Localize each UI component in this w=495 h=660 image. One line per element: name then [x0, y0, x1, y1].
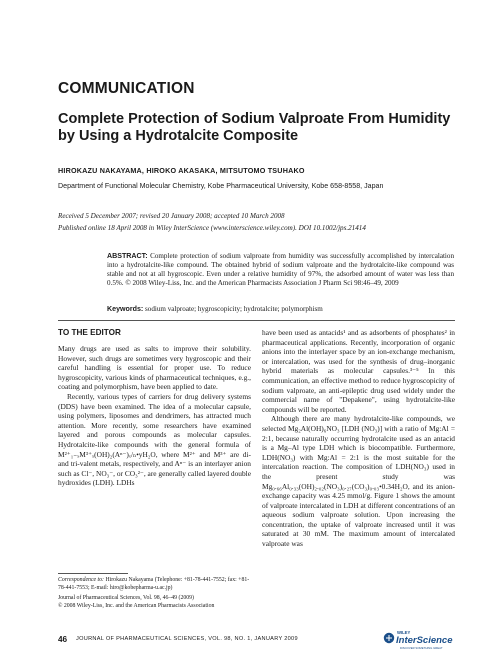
right-column: [262, 328, 455, 549]
journal-citation: Journal of Pharmaceutical Sciences, Vol. 98, 46–49 (2009): [58, 595, 194, 602]
paragraph: [58, 392, 251, 488]
copyright-line: © 2008 Wiley-Liss, Inc. and the American Pharmacists Association: [58, 602, 215, 609]
abstract-label: ABSTRACT:: [107, 252, 148, 260]
running-footer: JOURNAL OF PHARMACEUTICAL SCIENCES, VOL. 98, NO. 1, JANUARY 2009: [76, 636, 298, 642]
author-list: HIROKAZU NAKAYAMA, HIROKO AKASAKA, MITSUTOMO TSUHAKO: [58, 166, 305, 175]
logo-tagline: DISCOVER SOMETHING GREAT: [400, 646, 443, 650]
logo-emblem: [384, 633, 394, 643]
affiliation: Department of Functional Molecular Chemistry, Kobe Pharmaceutical University, Kobe 658-8558, Japan: [58, 182, 384, 190]
keywords-label: Keywords:: [107, 305, 144, 313]
left-column: [58, 344, 251, 488]
abstract: [107, 252, 454, 288]
paragraph: Many drugs are used as salts to improve their solubility. However, such drugs are sometimes very hygroscopic and their careful handling is essential for proper use. To reduce hygroscopicity, various kinds of pharmaceutical techniques, e.g., coating and polymorphism, have been applied to date.: [58, 344, 251, 392]
ldh-formula: M²⁺₁₋ₓM³⁺ₓ(OH)₂(Aⁿ⁻)ₓ/ₙ•yH₂O: [58, 449, 156, 459]
wiley-interscience-logo: [383, 628, 459, 657]
page-number: 46: [58, 635, 68, 644]
paragraph: have been used as antacids¹ and as adsorbents of phosphates² in pharmaceutical applications. Recently, incorporation of organic anions into the interlayer space by an ion-exchange mechanism, or intercalation, was used for the synthesis of drug–inorganic hybrid materials as molecular capsules.³⁻⁵ In this communication, an effective method to reduce hygroscopicity of sodium valproate, an anti-epileptic drug used widely under the commercial name of "Depakene", using hydrotalcite-like compounds will be reported.: [262, 328, 455, 414]
section-divider: [58, 320, 455, 321]
correspondence-label: Correspondence to:: [58, 577, 104, 583]
abstract-text: Complete protection of sodium valproate from humidity was successfully accomplished by intercalation into a hydrotalcite-like compound. The obtained hybrid of sodium valproate and the hydrotalcite-like compound was stable and not at all hygroscopic. Even under a relative humidity of 97%, the adsorbed amount of water was less than 0.5%. © 2008 Wiley-Liss, Inc. and the American Pharmacists Association J Pharm Sci 98:46–49, 2009: [107, 252, 454, 287]
footnote-divider: [58, 573, 128, 574]
paragraph: Although there are many hydrotalcite-like compounds, we selected Mg₂Al(OH)₆NO₃ [LDH (NO₃)] with a ratio of Mg:Al = 2:1, because naturally occurring hydrotalcite used as an antacid is a Mg–Al type LDH which is biocompatible. Furthermore, LDH(NO₃) with Mg:Al = 2:1 is the most suitable for the intercalation reaction. The composition of LDH(NO₃) used in the present study was Mg₀.₆₆Al₀.₃₃(OH)₂.₀₂(NO₃)₀.₂₇(CO₃)₀.₀₃•0.34H₂O, and its anion-exchange capacity was 4.25 mmol/g. Figure 1 shows the amount of valproate intercalated in LDH at different concentrations of an aqueous sodium valproate solution. Upon increasing the concentration, the uptake of valproate increased until it was saturated at 30 mM. The maximum amount of intercalated valproate was: [262, 414, 455, 549]
text-run: , where M²⁺ and M³⁺ are di- and tri-valent metals, respectively, and Aⁿ⁻ is an interlayer anion such as Cl⁻, NO₃⁻, or CO₃²⁻, are generally called layered double hydroxides (LDH). LDHs: [58, 449, 251, 488]
section-label: COMMUNICATION: [58, 80, 195, 97]
logo-wordmark: InterScience: [396, 635, 453, 646]
received-dates: Received 5 December 2007; revised 20 January 2008; accepted 10 March 2008: [58, 212, 285, 220]
publication-dates: [58, 211, 458, 234]
wiley-interscience-logo-icon: [383, 628, 459, 652]
text-run: Recently, various types of carriers for drug delivery systems (DDS) have been examined. The idea of a molecular capsule, using polymers, liposomes and dendrimers, has attracted much attention. More recently, some researchers have examined layered and porous compounds as molecular capsules. Hydrotalcite-like compounds with the general formula of: [58, 391, 251, 449]
footnote: [58, 577, 251, 610]
keywords: [107, 305, 454, 313]
keywords-text: sodium valproate; hygroscopicity; hydrotalcite; polymorphism: [145, 305, 323, 313]
published-online: Published online 18 April 2008 in Wiley InterScience (www.interscience.wiley.com). DOI 10.1002/jps.21414: [58, 223, 366, 232]
section-heading: TO THE EDITOR: [58, 328, 121, 337]
logo-wordmark-top: WILEY: [397, 630, 411, 635]
article-title: Complete Protection of Sodium Valproate From Humidity by Using a Hydrotalcite Composite: [58, 111, 451, 144]
correspondence-details: Hirokazu Nakayama (Telephone: +81-78-441-7552; fax: +81-78-441-7553; E-mail: hiro@kobepharma-u.ac.jp): [58, 577, 250, 591]
